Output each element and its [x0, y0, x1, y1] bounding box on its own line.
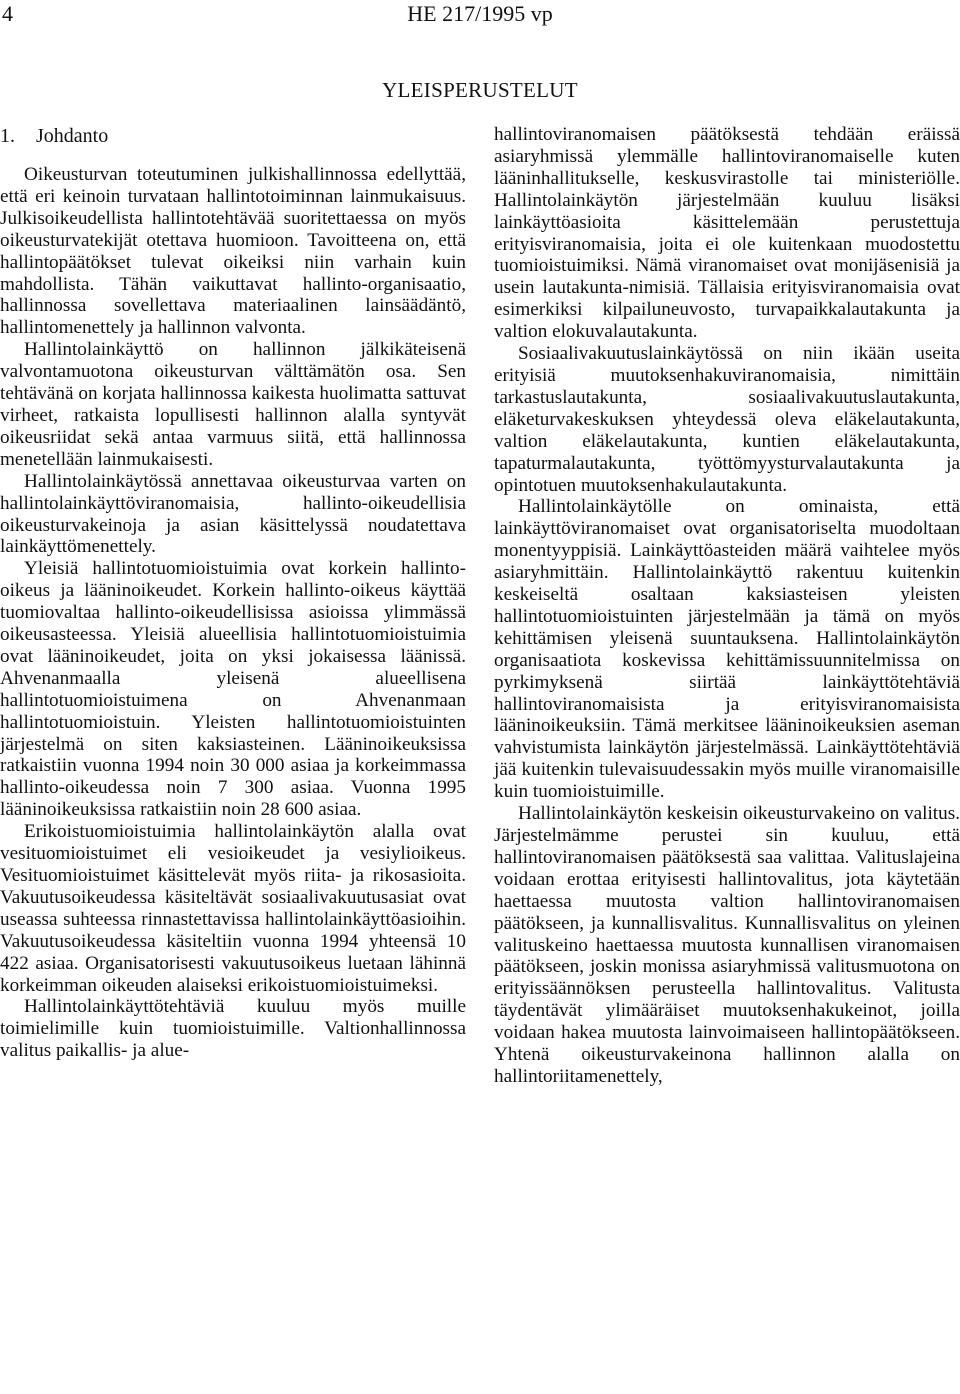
paragraph: Hallintolainkäytössä annettavaa oikeusturvaa varten on hallintolainkäyttöviranomaisia, hallinto-oikeudellisia oikeusturvakeinoja ja asian käsittelyssä noudatettava lainkäyttömenettely.	[0, 470, 466, 558]
document-id: HE 217/1995 vp	[407, 1, 553, 26]
section-heading: YLEISPERUSTELUT	[382, 78, 578, 102]
paragraph: Hallintolainkäyttö on hallinnon jälkikäteisenä valvontamuotona oikeusturvan välttämätön osa. Sen tehtävänä on korjata hallinnossa kaikesta huolimatta sattuvat virheet, ratkaista lopullisesti hallinnon alalla syntyvät oikeusriidat sekä antaa varmuus siitä, että hallinnossa menetellään lainmukaisesti.	[0, 339, 466, 470]
page-number: 4	[2, 1, 13, 26]
page-header	[0, 0, 960, 30]
paragraph: Sosiaalivakuutuslainkäytössä on niin ikään useita erityisiä muutoksenhakuviranomaisia, nimittäin tarkastuslautakunta, sosiaalivakuutuslautakunta, eläketurvakeskuksen yhteydessä oleva eläkelautakunta, valtion eläkelautakunta, kuntien eläkelautakunta, tapaturmalautakunta, työttömyysturvalautakunta ja opintotuen muutoksenhakulautakunta.	[494, 343, 960, 496]
chapter-title: Johdanto	[36, 125, 109, 147]
paragraph: Erikoistuomioistuimia hallintolainkäytön alalla ovat vesituomioistuimet eli vesioikeudet ja vesiylioikeus. Vesituomioistuimet käsittelevät myös riita- ja rikosasioita. Vakuutusoikeudessa käsiteltävät sosiaalivakuutusasiat ovat useassa suhteessa rinnastettavissa hallintolainkäyttöasioihin. Vakuutusoikeudessa käsiteltiin vuonna 1994 yhteensä 10 422 asiaa. Organisatorisesti vakuutusoikeus luetaan lähinnä korkeimman oikeuden alaiseksi erikoistuomioistuimeksi.	[0, 821, 466, 996]
chapter-number: 1.	[0, 125, 15, 147]
paragraph: Hallintolainkäyttötehtäviä kuuluu myös muille toimielimille kuin tuomioistuimille. Valtionhallinnossa valitus paikallis- ja alue-	[0, 996, 466, 1062]
paragraph: Oikeusturvan toteutuminen julkishallinnossa edellyttää, että eri keinoin turvataan hallintotoiminnan lainmukaisuus. Julkisoikeudellista hallintotehtävää suoritettaessa on myös oikeusturvatekijät otettava huomioon. Tavoitteena on, että hallintopäätökset tulevat oikeiksi niin varhain kuin mahdollista. Tähän vaikuttavat hallinto-organisaatio, hallinnossa sovellettava materiaalinen lainsäädäntö, hallintomenettely ja hallinnon valvonta.	[0, 164, 466, 339]
paragraph: Hallintolainkäytön keskeisin oikeusturvakeino on valitus. Järjestelmämme perustei sin kuuluu, että hallintoviranomaisen päätöksestä saa valittaa. Valituslajeina voidaan erottaa erityisesti hallintovalitus, jota käytetään haettaessa muutosta valtion hallintoviranomaisen päätökseen, ja kunnallisvalitus. Kunnallisvalitus on yleinen valituskeino haettaessa muutosta kunnallisen viranomaisen päätökseen, joskin monissa asiaryhmissä valitusmuotona on erityissäännöksen perusteella hallintovalitus. Valitusta täydentävät ylimääräiset muutoksenhakukeinot, joilla voidaan hakea muutosta lainvoimaiseen hallintopäätökseen. Yhtenä oikeusturvakeinona hallinnon alalla on hallintoriitamenettely,	[494, 803, 960, 1087]
paragraph: Yleisiä hallintotuomioistuimia ovat korkein hallinto-oikeus ja lääninoikeudet. Korkein hallinto-oikeus käyttää tuomiovaltaa hallinto-oikeudellisissa asioissa ylimmässä oikeusasteessa. Yleisiä alueellisia hallintotuomioistuimia ovat lääninoikeudet, joita on yksi jokaisessa läänissä. Ahvenanmaalla yleisenä alueellisena hallintotuomioistuimena on Ahvenanmaan hallintotuomioistuin. Yleisten hallintotuomioistuinten järjestelmä on siten kaksiasteinen. Lääninoikeuksissa ratkaistiin vuonna 1994 noin 30 000 asiaa ja korkeimmassa hallinto-oikeudessa noin 7 300 asiaa. Vuonna 1995 lääninoikeuksissa ratkaistiin noin 28 600 asiaa.	[0, 558, 466, 821]
paragraph-continuation: hallintoviranomaisen päätöksestä tehdään eräissä asiaryhmissä ylemmälle hallintoviranomaiselle kuten lääninhallitukselle, keskusvirastolle tai ministeriölle. Hallintolainkäytön järjestelmään kuuluu lisäksi lainkäyttöasioita käsittelemään perustettuja erityisviranomaisia, joita ei ole kuitenkaan muodostettu tuomioistuimiksi. Nämä viranomaiset ovat monijäsenisiä ja usein lautakunta-nimisiä. Tällaisia erityisviranomaisia ovat esimerkiksi kilpailuneuvosto, turvapaikkalautakunta ja valtion elokuvalautakunta.	[494, 124, 960, 343]
paragraph: Hallintolainkäytölle on ominaista, että lainkäyttöviranomaiset ovat organisatoriselta muodoltaan monentyyppisiä. Lainkäyttöasteiden määrä vaihtelee myös asiaryhmittäin. Hallintolainkäyttö rakentuu kuitenkin keskeiseltä osaltaan kaksiasteisen yleisten hallintotuomioistuinten järjestelmään ja tämä on myös kehittämisen yleisenä suuntauksena. Hallintolainkäytön organisaatiota koskevissa kehittämissuunnitelmissa on pyrkimyksenä siirtää lainkäyttötehtäviä hallintoviranomaisista ja erityisviranomaisista lääninoikeuksiin. Tämä merkitsee lääninoikeuksien aseman vahvistumista lainkäytön järjestelmässä. Lainkäyttötehtäviä jää kuitenkin tulevaisuudessakin myös muille viranomaisille kuin tuomioistuimille.	[494, 496, 960, 803]
chapter-heading	[0, 124, 466, 148]
left-column	[0, 124, 466, 1062]
right-column	[494, 124, 960, 1088]
